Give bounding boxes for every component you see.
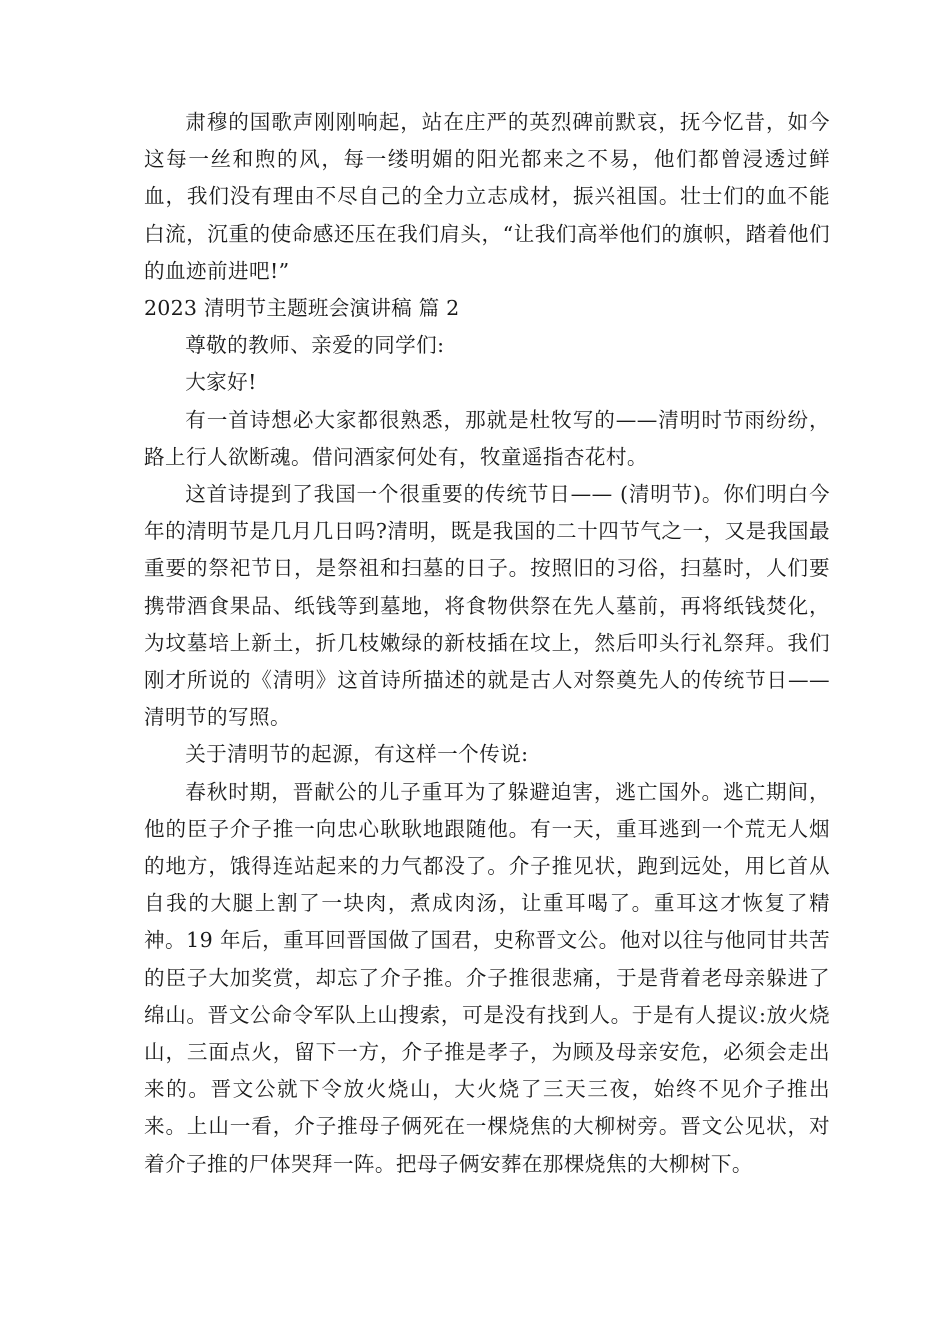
paragraph-origin-intro: 关于清明节的起源，有这样一个传说: xyxy=(185,742,529,767)
document-body xyxy=(144,104,830,1183)
paragraph-poem: 有一首诗想必大家都很熟悉，那就是杜牧写的——清明时节雨纷纷，路上行人欲断魂。借问酒家何处有，牧童遥指杏花村。 xyxy=(144,407,830,469)
paragraph-greeting: 大家好! xyxy=(185,370,257,395)
paragraph-memorial: 肃穆的国歌声刚刚响起，站在庄严的英烈碑前默哀，抚今忆昔，如今这每一丝和煦的风，每一缕明媚的阳光都来之不易，他们都曾浸透过鲜血，我们没有理由不尽自己的全力立志成材，振兴祖国。壮士们的血不能白流，沉重的使命感还压在我们肩头，“让我们高举他们的旗帜，踏着他们的血迹前进吧!” xyxy=(144,110,830,283)
paragraph-legend: 春秋时期，晋献公的儿子重耳为了躲避迫害，逃亡国外。逃亡期间，他的臣子介子推一向忠心耿耿地跟随他。有一天，重耳逃到一个荒无人烟的地方，饿得连站起来的力气都没了。介子推见状，跑到远处，用匕首从自我的大腿上割了一块肉，煮成肉汤，让重耳喝了。重耳这才恢复了精神。19 年后，重耳回晋国做了国君，史称晋文公。他对以往与他同甘共苦的臣子大加奖赏，却忘了介子推。介子推很悲痛，于是背着老母亲躲进了绵山。晋文公命令军队上山搜索，可是没有找到人。于是有人提议:放火烧山，三面点火，留下一方，介子推是孝子，为顾及母亲安危，必须会走出来的。晋文公就下令放火烧山，大火烧了三天三夜，始终不见介子推出来。上山一看，介子推母子俩死在一棵烧焦的大柳树旁。晋文公见状，对着介子推的尸体哭拜一阵。把母子俩安葬在那棵烧焦的大柳树下。 xyxy=(144,779,830,1176)
section-heading: 2023 清明节主题班会演讲稿 篇 2 xyxy=(144,296,460,321)
paragraph-salutation: 尊敬的教师、亲爱的同学们: xyxy=(185,333,445,358)
paragraph-festival: 这首诗提到了我国一个很重要的传统节日—— (清明节)。你们明白今年的清明节是几月几日吗?清明，既是我国的二十四节气之一，又是我国最重要的祭祀节日，是祭祖和扫墓的日子。按照旧的习俗，扫墓时，人们要携带酒食果品、纸钱等到墓地，将食物供祭在先人墓前，再将纸钱焚化，为坟墓培上新土，折几枝嫩绿的新枝插在坟上，然后叩头行礼祭拜。我们刚才所说的《清明》这首诗所描述的就是古人对祭奠先人的传统节日——清明节的写照。 xyxy=(144,482,830,730)
